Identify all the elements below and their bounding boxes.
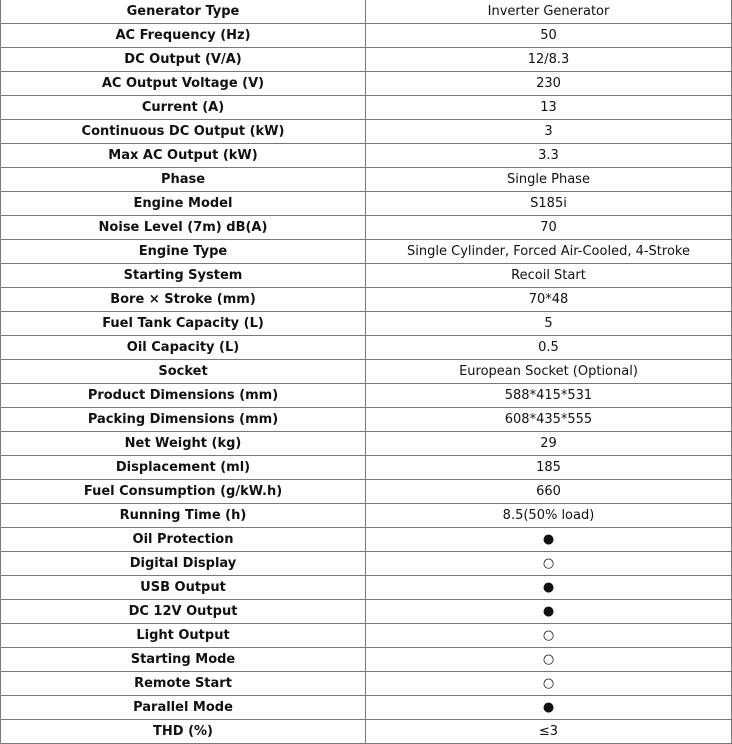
spec-label: Bore × Stroke (mm): [1, 288, 366, 312]
spec-value: 8.5(50% load): [366, 504, 732, 528]
table-row: [1, 552, 732, 576]
table-row: [1, 336, 732, 360]
spec-value: Recoil Start: [366, 264, 732, 288]
spec-value: 608*435*555: [366, 408, 732, 432]
spec-value: ○: [366, 552, 732, 576]
spec-label: Packing Dimensions (mm): [1, 408, 366, 432]
spec-label: Digital Display: [1, 552, 366, 576]
table-row: [1, 192, 732, 216]
table-row: [1, 696, 732, 720]
spec-value: 12/8.3: [366, 48, 732, 72]
spec-value: Single Phase: [366, 168, 732, 192]
table-row: [1, 576, 732, 600]
spec-value: 660: [366, 480, 732, 504]
table-row: [1, 456, 732, 480]
table-row: [1, 648, 732, 672]
table-row: [1, 120, 732, 144]
table-row: [1, 672, 732, 696]
spec-label: Continuous DC Output (kW): [1, 120, 366, 144]
spec-value: ≤3: [366, 720, 732, 744]
spec-label: Max AC Output (kW): [1, 144, 366, 168]
spec-value: 70*48: [366, 288, 732, 312]
spec-label: Running Time (h): [1, 504, 366, 528]
table-row: [1, 600, 732, 624]
spec-table-body: [1, 0, 732, 744]
spec-label: Starting Mode: [1, 648, 366, 672]
spec-label: Oil Protection: [1, 528, 366, 552]
spec-label: DC 12V Output: [1, 600, 366, 624]
spec-label: Fuel Consumption (g/kW.h): [1, 480, 366, 504]
spec-label: Remote Start: [1, 672, 366, 696]
spec-label: Fuel Tank Capacity (L): [1, 312, 366, 336]
table-row: [1, 288, 732, 312]
spec-label: Socket: [1, 360, 366, 384]
spec-label: AC Output Voltage (V): [1, 72, 366, 96]
spec-value: European Socket (Optional): [366, 360, 732, 384]
table-row: [1, 240, 732, 264]
table-row: [1, 0, 732, 24]
spec-value: 50: [366, 24, 732, 48]
spec-value: 0.5: [366, 336, 732, 360]
spec-value: 70: [366, 216, 732, 240]
spec-label: Engine Type: [1, 240, 366, 264]
table-row: [1, 24, 732, 48]
spec-label: AC Frequency (Hz): [1, 24, 366, 48]
spec-label: Product Dimensions (mm): [1, 384, 366, 408]
spec-label: Displacement (ml): [1, 456, 366, 480]
spec-value: ●: [366, 600, 732, 624]
table-row: [1, 312, 732, 336]
spec-value: 3.3: [366, 144, 732, 168]
table-row: [1, 48, 732, 72]
table-row: [1, 504, 732, 528]
spec-label: THD (%): [1, 720, 366, 744]
table-row: [1, 168, 732, 192]
spec-value: Inverter Generator: [366, 0, 732, 24]
table-row: [1, 432, 732, 456]
spec-label: Current (A): [1, 96, 366, 120]
spec-label: Parallel Mode: [1, 696, 366, 720]
spec-value: S185i: [366, 192, 732, 216]
spec-value: 3: [366, 120, 732, 144]
table-row: [1, 264, 732, 288]
spec-label: Starting System: [1, 264, 366, 288]
table-row: [1, 144, 732, 168]
table-row: [1, 360, 732, 384]
spec-label: DC Output (V/A): [1, 48, 366, 72]
spec-value: ○: [366, 648, 732, 672]
spec-label: Generator Type: [1, 0, 366, 24]
table-row: [1, 96, 732, 120]
spec-label: Light Output: [1, 624, 366, 648]
table-row: [1, 624, 732, 648]
spec-value: ○: [366, 672, 732, 696]
spec-label: Net Weight (kg): [1, 432, 366, 456]
table-row: [1, 408, 732, 432]
spec-label: USB Output: [1, 576, 366, 600]
spec-label: Oil Capacity (L): [1, 336, 366, 360]
spec-value: Single Cylinder, Forced Air-Cooled, 4-Stroke: [366, 240, 732, 264]
spec-value: ●: [366, 576, 732, 600]
spec-value: 29: [366, 432, 732, 456]
table-row: [1, 216, 732, 240]
spec-value: 185: [366, 456, 732, 480]
table-row: [1, 720, 732, 744]
spec-value: 588*415*531: [366, 384, 732, 408]
table-row: [1, 384, 732, 408]
spec-value: ○: [366, 624, 732, 648]
spec-label: Phase: [1, 168, 366, 192]
spec-label: Noise Level (7m) dB(A): [1, 216, 366, 240]
spec-value: ●: [366, 528, 732, 552]
spec-value: 230: [366, 72, 732, 96]
spec-value: 5: [366, 312, 732, 336]
table-row: [1, 72, 732, 96]
table-row: [1, 480, 732, 504]
spec-value: 13: [366, 96, 732, 120]
spec-label: Engine Model: [1, 192, 366, 216]
spec-value: ●: [366, 696, 732, 720]
table-row: [1, 528, 732, 552]
